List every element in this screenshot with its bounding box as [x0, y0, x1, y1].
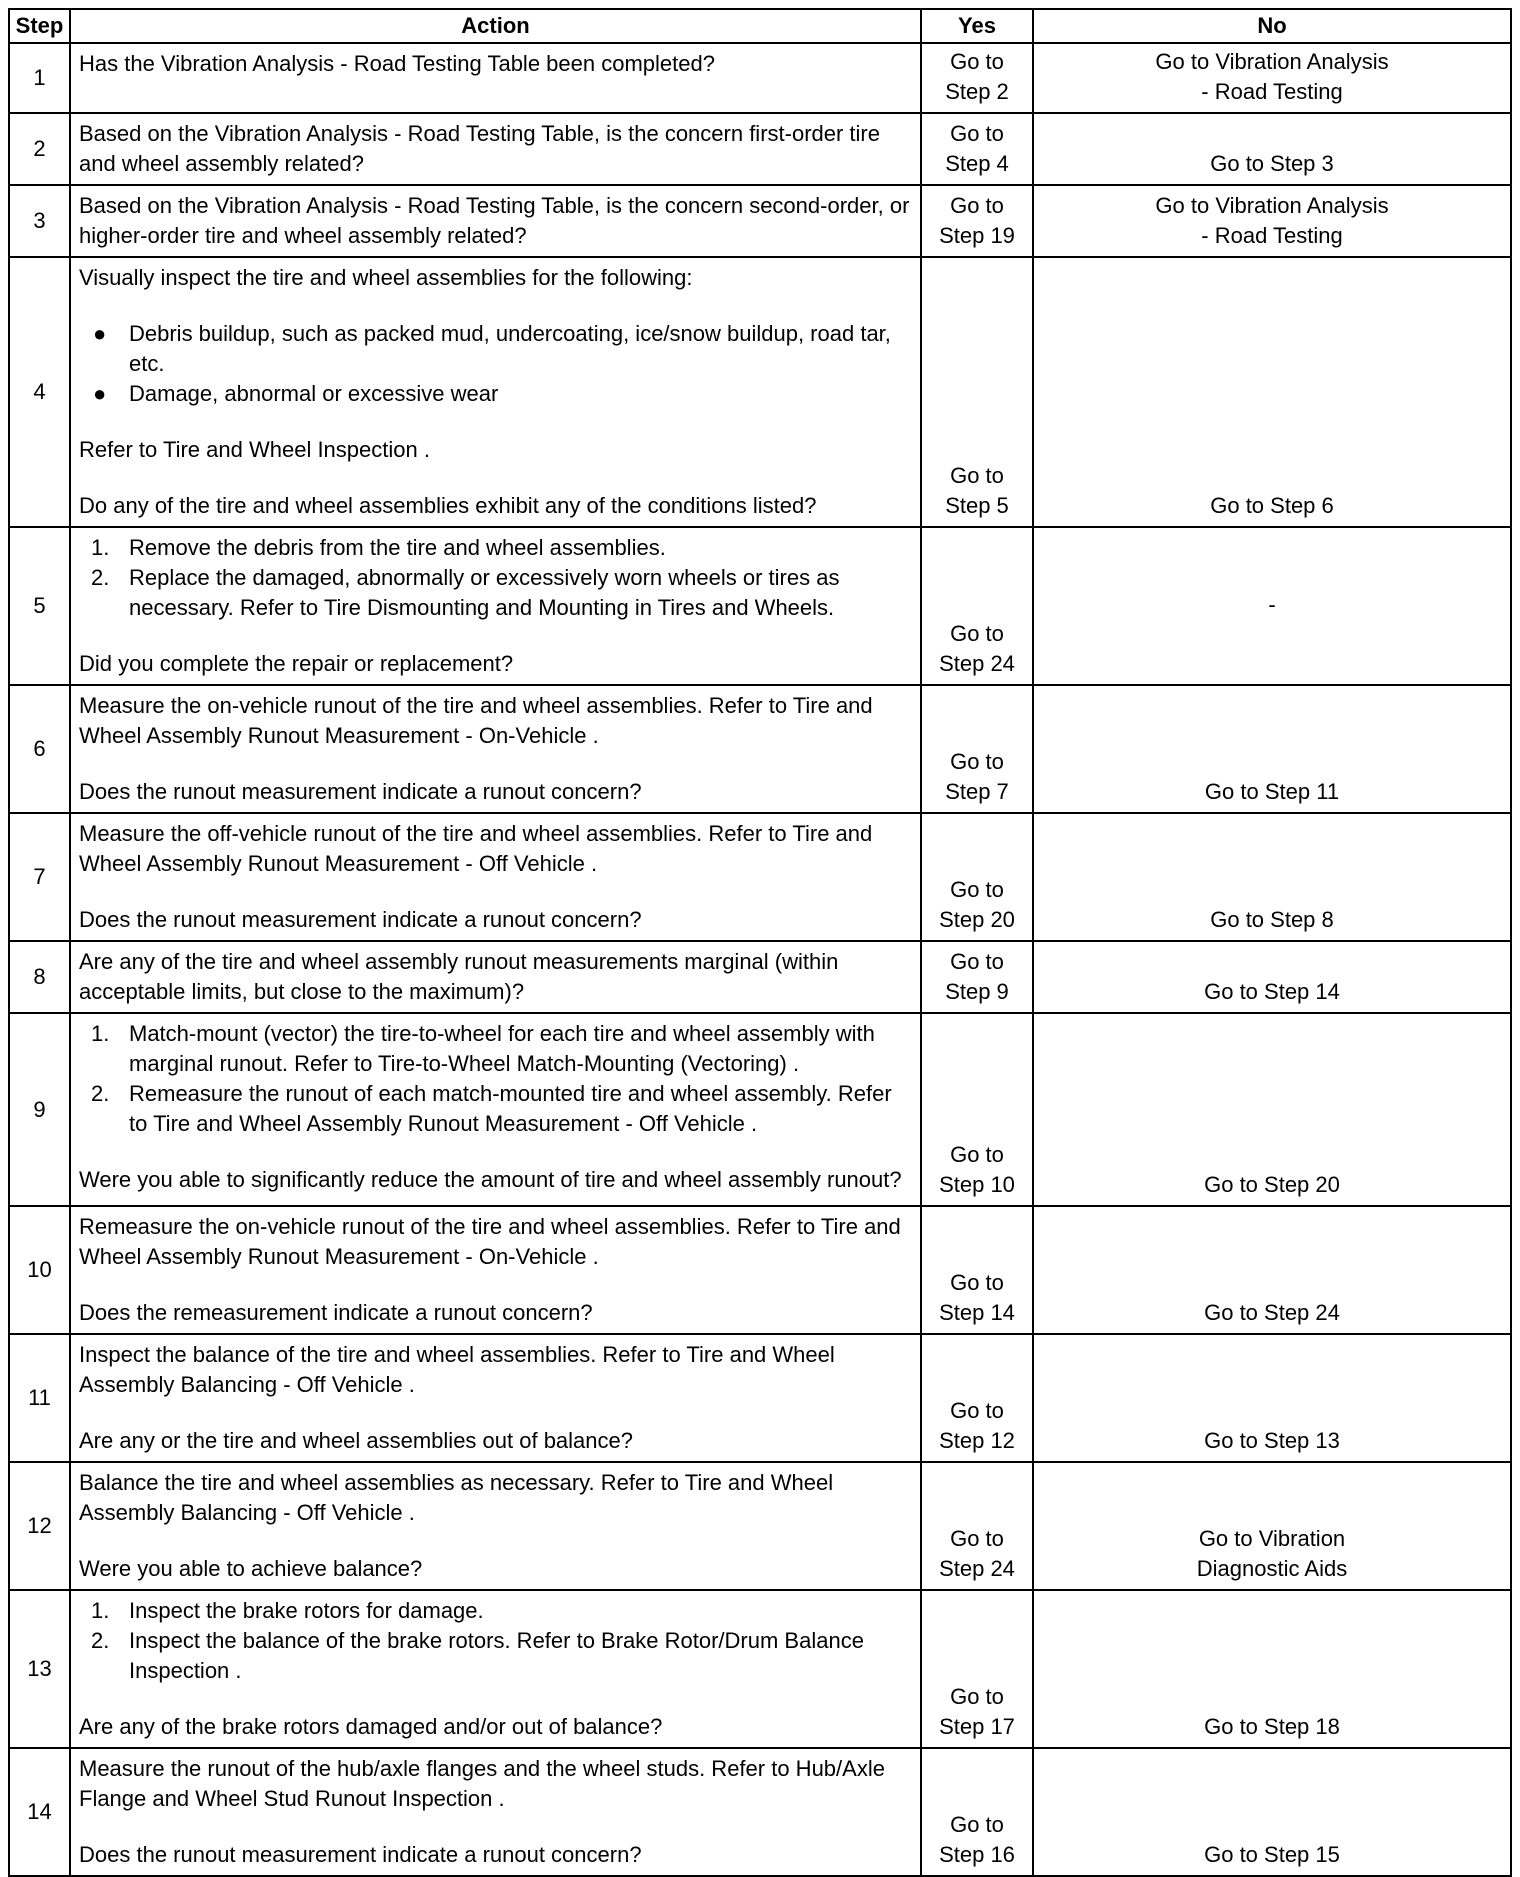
yes-cell	[921, 527, 1033, 685]
yes-text: Go to Step 9	[945, 949, 1009, 1004]
no-cell	[1033, 1334, 1511, 1462]
action-intro: Visually inspect the tire and wheel assemblies for the following:	[79, 265, 693, 290]
yes-cell	[921, 685, 1033, 813]
no-text: Go to Step 14	[1204, 979, 1340, 1004]
action-cell	[70, 1590, 921, 1748]
yes-text: Go to Step 5	[945, 463, 1009, 518]
item-number: 1.	[91, 535, 110, 560]
item-number: 1.	[91, 1021, 110, 1046]
yes-text: Go to Step 12	[939, 1398, 1015, 1453]
action-question: Does the runout measurement indicate a runout concern?	[79, 1842, 642, 1867]
no-text: Go to Step 11	[1204, 779, 1340, 804]
yes-text: Go to Step 16	[939, 1812, 1015, 1867]
yes-cell	[921, 113, 1033, 185]
step-number: 6	[9, 685, 70, 813]
table-row	[9, 1590, 1511, 1748]
step-number: 11	[9, 1334, 70, 1462]
item-number: 2.	[91, 1081, 110, 1106]
no-cell	[1033, 43, 1511, 113]
action-text: Has the Vibration Analysis - Road Testing Table been completed?	[79, 51, 715, 76]
no-cell	[1033, 113, 1511, 185]
step-number: 2	[9, 113, 70, 185]
action-cell	[70, 185, 921, 257]
step-number: 1	[9, 43, 70, 113]
step-number: 13	[9, 1590, 70, 1748]
no-cell	[1033, 1590, 1511, 1748]
table-row	[9, 527, 1511, 685]
step-number: 12	[9, 1462, 70, 1590]
no-text: Go to Vibration Analysis - Road Testing	[1155, 49, 1389, 104]
header-no: No	[1033, 9, 1511, 43]
item-text: Inspect the brake rotors for damage.	[129, 1598, 484, 1623]
header-row	[9, 9, 1511, 43]
action-question: Does the remeasurement indicate a runout concern?	[79, 1300, 593, 1325]
action-cell	[70, 941, 921, 1013]
action-text: Remeasure the on-vehicle runout of the tire and wheel assemblies. Refer to Tire and Wheel Assembly Runout Measurement - On-Vehicle .	[79, 1214, 901, 1269]
procedure-list	[79, 1596, 913, 1686]
action-text: Are any of the tire and wheel assembly runout measurements marginal (within acceptable limits, but close to the maximum)?	[79, 949, 839, 1004]
action-cell	[70, 813, 921, 941]
action-question: Are any or the tire and wheel assemblies out of balance?	[79, 1428, 633, 1453]
table-row	[9, 1462, 1511, 1590]
list-item	[79, 1079, 913, 1139]
step-number: 9	[9, 1013, 70, 1206]
yes-cell	[921, 1462, 1033, 1590]
list-item	[79, 563, 913, 623]
list-item: ● Debris buildup, such as packed mud, undercoating, ice/snow buildup, road tar, etc.	[79, 319, 913, 379]
item-text: Match-mount (vector) the tire-to-wheel for each tire and wheel assembly with marginal runout. Refer to Tire-to-Wheel Match-Mounting (Vectoring) .	[129, 1021, 875, 1076]
no-cell	[1033, 257, 1511, 527]
no-cell	[1033, 1206, 1511, 1334]
table-row	[9, 185, 1511, 257]
action-question: Did you complete the repair or replacement?	[79, 651, 514, 676]
table-row	[9, 1748, 1511, 1876]
action-text: Based on the Vibration Analysis - Road Testing Table, is the concern second-order, or higher-order tire and wheel assembly related?	[79, 193, 910, 248]
yes-text: Go to Step 20	[939, 877, 1015, 932]
step-number: 14	[9, 1748, 70, 1876]
yes-cell	[921, 1013, 1033, 1206]
yes-cell	[921, 43, 1033, 113]
no-text: Go to Vibration Diagnostic Aids	[1196, 1526, 1348, 1581]
action-text: Based on the Vibration Analysis - Road Testing Table, is the concern first-order tire and wheel assembly related?	[79, 121, 880, 176]
no-text: Go to Step 15	[1204, 1842, 1340, 1867]
action-cell	[70, 527, 921, 685]
no-text: Go to Step 18	[1204, 1714, 1340, 1739]
yes-cell	[921, 1334, 1033, 1462]
item-text: Remove the debris from the tire and wheel assemblies.	[129, 535, 666, 560]
yes-cell	[921, 257, 1033, 527]
table-row	[9, 813, 1511, 941]
condition-list	[79, 319, 913, 409]
action-cell	[70, 1206, 921, 1334]
no-text: Go to Step 20	[1204, 1172, 1340, 1197]
no-cell	[1033, 527, 1511, 685]
yes-text: Go to Step 14	[939, 1270, 1015, 1325]
action-text: Measure the off-vehicle runout of the tire and wheel assemblies. Refer to Tire and Wheel Assembly Runout Measurement - Off Vehicle .	[79, 821, 873, 876]
yes-text: Go to Step 19	[939, 193, 1015, 248]
action-text: Inspect the balance of the tire and wheel assemblies. Refer to Tire and Wheel Assembly Balancing - Off Vehicle .	[79, 1342, 835, 1397]
step-number: 8	[9, 941, 70, 1013]
yes-cell	[921, 813, 1033, 941]
yes-cell	[921, 1590, 1033, 1748]
no-cell	[1033, 1462, 1511, 1590]
header-action: Action	[70, 9, 921, 43]
action-question: Were you able to significantly reduce the amount of tire and wheel assembly runout?	[79, 1167, 902, 1192]
procedure-list	[79, 1019, 913, 1139]
yes-cell	[921, 941, 1033, 1013]
table-row	[9, 1206, 1511, 1334]
no-text: Go to Step 3	[1210, 151, 1334, 176]
action-text: Measure the runout of the hub/axle flanges and the wheel studs. Refer to Hub/Axle Flange and Wheel Stud Runout Inspection .	[79, 1756, 885, 1811]
action-cell	[70, 1013, 921, 1206]
list-item	[79, 1626, 913, 1686]
action-question: Were you able to achieve balance?	[79, 1556, 423, 1581]
action-cell	[70, 685, 921, 813]
yes-text: Go to Step 24	[939, 621, 1015, 676]
action-question: Does the runout measurement indicate a runout concern?	[79, 779, 642, 804]
no-cell	[1033, 685, 1511, 813]
item-text: Inspect the balance of the brake rotors. Refer to Brake Rotor/Drum Balance Inspection .	[129, 1628, 864, 1683]
no-text: Go to Step 13	[1204, 1428, 1340, 1453]
table-row	[9, 113, 1511, 185]
yes-text: Go to Step 4	[945, 121, 1009, 176]
yes-cell	[921, 1748, 1033, 1876]
list-item	[79, 533, 913, 563]
table-row	[9, 1334, 1511, 1462]
yes-text: Go to Step 7	[945, 749, 1009, 804]
action-text: Measure the on-vehicle runout of the tire and wheel assemblies. Refer to Tire and Wheel Assembly Runout Measurement - On-Vehicle .	[79, 693, 873, 748]
item-number: 2.	[91, 1628, 110, 1653]
action-question: Do any of the tire and wheel assemblies exhibit any of the conditions listed?	[79, 493, 817, 518]
item-text: Replace the damaged, abnormally or excessively worn wheels or tires as necessary. Refer to Tire Dismounting and Mounting in Tires and Wheels.	[129, 565, 840, 620]
table-row	[9, 685, 1511, 813]
step-number: 7	[9, 813, 70, 941]
header-yes: Yes	[921, 9, 1033, 43]
table-row	[9, 941, 1511, 1013]
item-text: Remeasure the runout of each match-mounted tire and wheel assembly. Refer to Tire and Wheel Assembly Runout Measurement - Off Vehicle .	[129, 1081, 892, 1136]
step-number: 10	[9, 1206, 70, 1334]
action-cell	[70, 1748, 921, 1876]
reference-text: Refer to Tire and Wheel Inspection .	[79, 437, 430, 462]
list-item	[79, 1019, 913, 1079]
no-cell	[1033, 813, 1511, 941]
no-text: Go to Step 24	[1204, 1300, 1340, 1325]
step-number: 4	[9, 257, 70, 527]
no-cell	[1033, 185, 1511, 257]
diagnostic-table	[8, 8, 1512, 1877]
action-cell	[70, 1462, 921, 1590]
no-cell	[1033, 941, 1511, 1013]
table-row	[9, 43, 1511, 113]
procedure-list	[79, 533, 913, 623]
table-row	[9, 1013, 1511, 1206]
action-cell	[70, 43, 921, 113]
yes-cell	[921, 1206, 1033, 1334]
step-number: 3	[9, 185, 70, 257]
list-item: ● Damage, abnormal or excessive wear	[79, 379, 913, 409]
action-text: Balance the tire and wheel assemblies as necessary. Refer to Tire and Wheel Assembly Balancing - Off Vehicle .	[79, 1470, 834, 1525]
header-step: Step	[9, 9, 70, 43]
table-row	[9, 257, 1511, 527]
step-number: 5	[9, 527, 70, 685]
yes-cell	[921, 185, 1033, 257]
action-question: Are any of the brake rotors damaged and/or out of balance?	[79, 1714, 663, 1739]
action-cell	[70, 113, 921, 185]
yes-text: Go to Step 2	[945, 49, 1009, 104]
no-text: Go to Vibration Analysis - Road Testing	[1155, 193, 1389, 248]
yes-text: Go to Step 10	[939, 1142, 1015, 1197]
yes-text: Go to Step 17	[939, 1684, 1015, 1739]
list-item	[79, 1596, 913, 1626]
action-cell	[70, 257, 921, 527]
action-question: Does the runout measurement indicate a runout concern?	[79, 907, 642, 932]
item-number: 1.	[91, 1598, 110, 1623]
no-cell	[1033, 1748, 1511, 1876]
no-cell	[1033, 1013, 1511, 1206]
item-number: 2.	[91, 565, 110, 590]
no-text: Go to Step 8	[1210, 907, 1334, 932]
no-text: -	[1268, 592, 1276, 617]
no-text: Go to Step 6	[1210, 493, 1334, 518]
action-cell	[70, 1334, 921, 1462]
yes-text: Go to Step 24	[939, 1526, 1015, 1581]
